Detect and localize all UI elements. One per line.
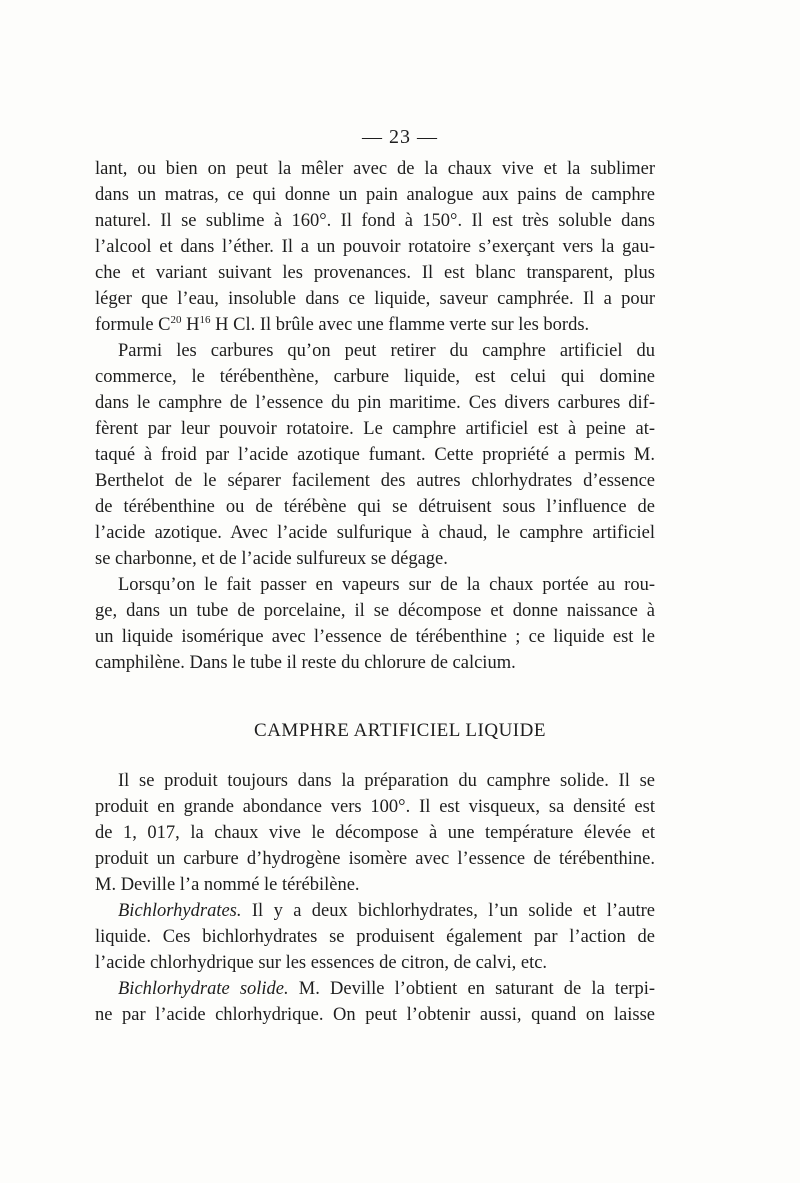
bichlorhydrate-solide-text: M. Deville l’obtient en saturant de la terpi- <box>288 979 655 999</box>
text-line: ne par l’acide chlorhydrique. On peut l’obtenir aussi, quand on laisse <box>95 1005 655 1025</box>
bichlorhydrate-solide-line <box>118 976 655 1002</box>
formula-line <box>95 312 655 338</box>
text-line: se charbonne, et de l’acide sulfureux se dégage. <box>95 549 448 569</box>
text-line: M. Deville l’a nommé le térébilène. <box>95 875 360 895</box>
bichlorhydrates-line <box>118 898 655 924</box>
formula-after: H Cl. Il brûle avec une flamme verte sur les bords. <box>210 315 590 335</box>
text-line: liquide. Ces bichlorhydrates se produisent également par l’action de <box>95 927 655 947</box>
text-line: dans un matras, ce qui donne un pain analogue aux pains de camphre <box>95 185 655 205</box>
text-line: naturel. Il se sublime à 160°. Il fond à 150°. Il est très soluble dans <box>95 211 655 231</box>
page-number: — 23 — <box>362 126 438 148</box>
formula-sup-carbon: 20 <box>170 313 182 326</box>
text-line: che et variant suivant les provenances. Il est blanc transparent, plus <box>95 263 655 283</box>
bichlorhydrates-term: Bichlorhydrates. <box>118 901 242 921</box>
text-line: camphilène. Dans le tube il reste du chlorure de calcium. <box>95 653 516 673</box>
text-line: de 1, 017, la chaux vive le décompose à une température élevée et <box>95 823 655 843</box>
formula-sup-hydrogen: 16 <box>199 313 211 326</box>
text-line: de térébenthine ou de térébène qui se détruisent sous l’influence de <box>95 497 655 517</box>
text-line: dans le camphre de l’essence du pin maritime. Ces divers carbures dif- <box>95 393 655 413</box>
text-line: Lorsqu’on le fait passer en vapeurs sur de la chaux portée au rou- <box>118 575 655 595</box>
text-line: l’acide azotique. Avec l’acide sulfurique à chaud, le camphre artificiel <box>95 523 655 543</box>
text-line: léger que l’eau, insoluble dans ce liquide, saveur camphrée. Il a pour <box>95 289 655 309</box>
text-line: produit en grande abondance vers 100°. Il est visqueux, sa densité est <box>95 797 655 817</box>
text-line: taqué à froid par l’acide azotique fumant. Cette propriété a permis M. <box>95 445 655 465</box>
text-line: l’alcool et dans l’éther. Il a un pouvoir rotatoire s’exerçant vers la gau- <box>95 237 655 257</box>
bichlorhydrates-text: Il y a deux bichlorhydrates, l’un solide et l’autre <box>241 901 655 921</box>
formula-before: formule C <box>95 315 171 335</box>
text-line: commerce, le térébenthène, carbure liquide, est celui qui domine <box>95 367 655 387</box>
formula-mid: H <box>181 315 200 335</box>
text-line: Parmi les carbures qu’on peut retirer du camphre artificiel du <box>118 341 655 361</box>
text-line: Il se produit toujours dans la préparation du camphre solide. Il se <box>118 771 655 791</box>
bichlorhydrate-solide-term: Bichlorhydrate solide. <box>118 979 289 999</box>
text-line: ge, dans un tube de porcelaine, il se décompose et donne naissance à <box>95 601 655 621</box>
text-line: lant, ou bien on peut la mêler avec de la chaux vive et la sublimer <box>95 159 655 179</box>
text-line: l’acide chlorhydrique sur les essences de citron, de calvi, etc. <box>95 953 548 973</box>
section-heading: CAMPHRE ARTIFICIEL LIQUIDE <box>254 720 546 741</box>
text-line: produit un carbure d’hydrogène isomère avec l’essence de térébenthine. <box>95 849 655 869</box>
text-line: fèrent par leur pouvoir rotatoire. Le camphre artificiel est à peine at- <box>95 419 655 439</box>
text-line: un liquide isomérique avec l’essence de térébenthine ; ce liquide est le <box>95 627 655 647</box>
text-line: Berthelot de le séparer facilement des autres chlorhydrates d’essence <box>95 471 655 491</box>
